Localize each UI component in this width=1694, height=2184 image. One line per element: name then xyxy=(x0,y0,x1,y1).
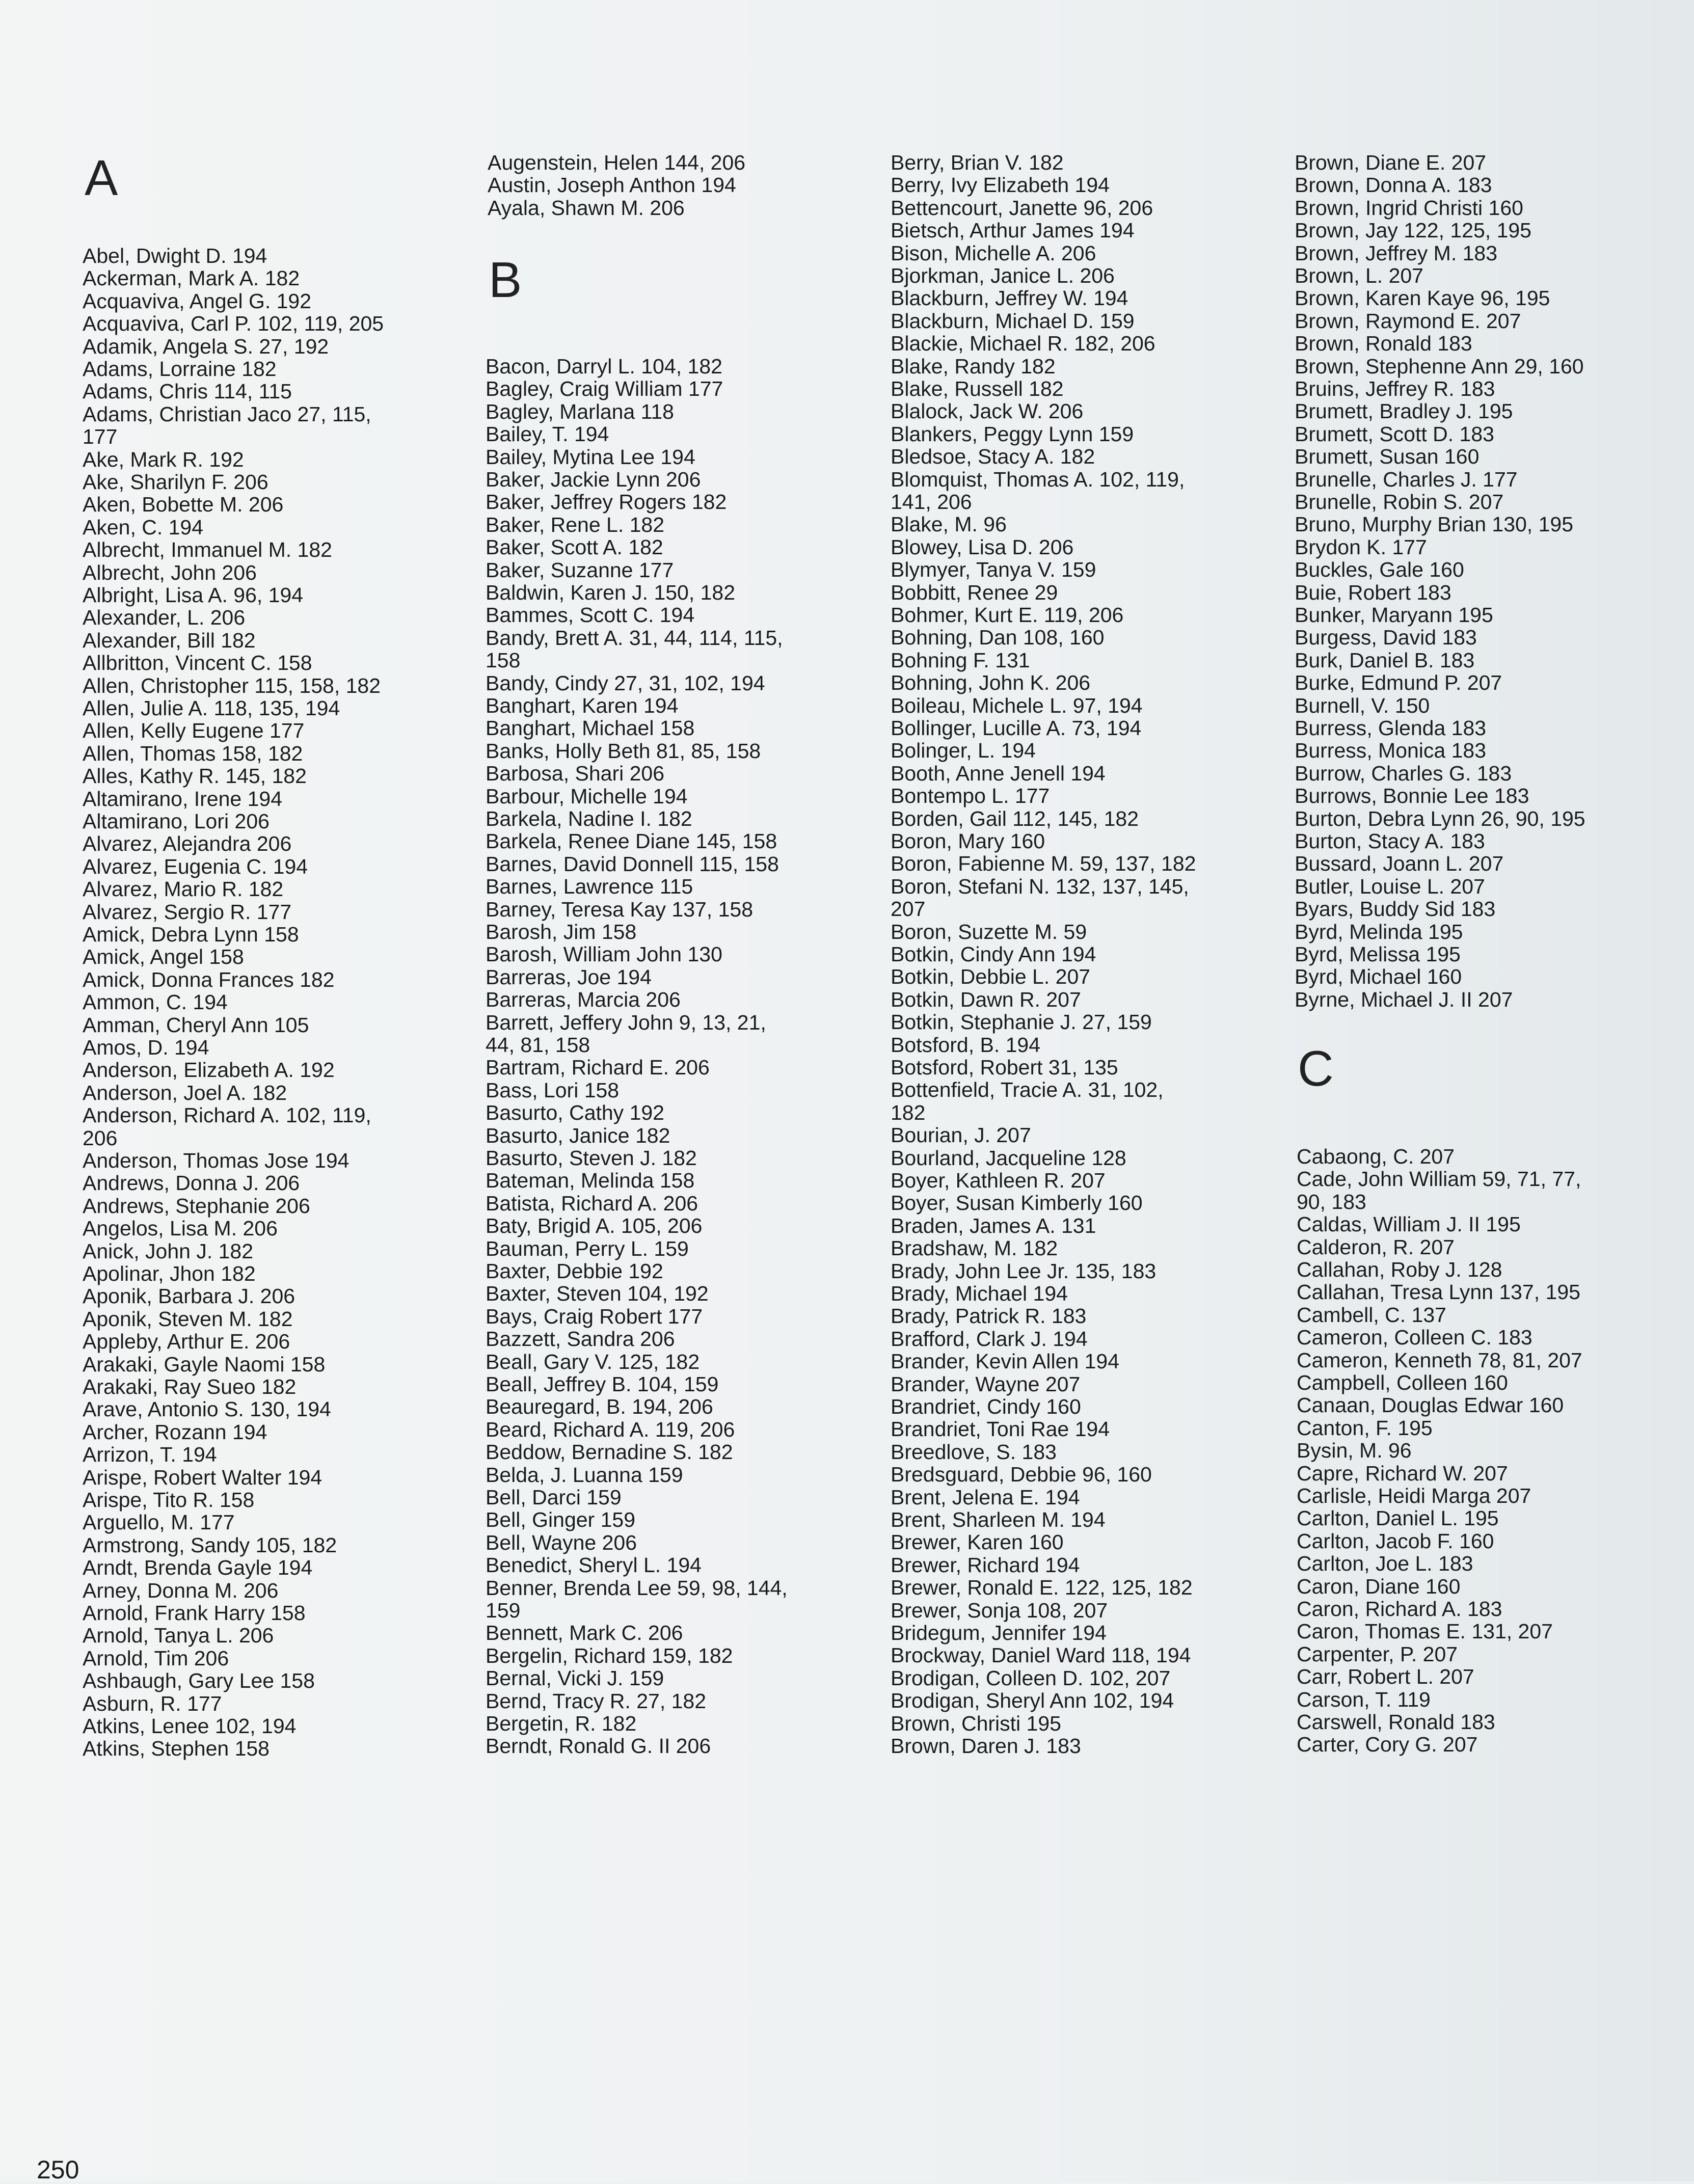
index-entry: Carpenter, P. 207 xyxy=(1297,1642,1458,1666)
index-entry: Blowey, Lisa D. 206 xyxy=(891,535,1074,559)
index-entry: Brown, Jeffrey M. 183 xyxy=(1295,241,1498,265)
index-entry: Bunker, Maryann 195 xyxy=(1295,603,1493,627)
index-entry: Atkins, Lenee 102, 194 xyxy=(83,1714,297,1738)
index-entry: Bartram, Richard E. 206 xyxy=(486,1056,710,1080)
index-entry: Brady, Michael 194 xyxy=(891,1282,1068,1305)
index-entry: Brown, Ingrid Christi 160 xyxy=(1295,196,1523,220)
index-entry: Bazzett, Sandra 206 xyxy=(486,1327,675,1351)
index-entry: Bridegum, Jennifer 194 xyxy=(891,1621,1107,1644)
index-entry: Bysin, M. 96 xyxy=(1297,1439,1412,1463)
index-entry: 207 xyxy=(891,897,926,921)
index-entry: Carswell, Ronald 183 xyxy=(1297,1710,1495,1734)
index-entry: Boyer, Kathleen R. 207 xyxy=(891,1169,1106,1192)
index-entry: Bergelin, Richard 159, 182 xyxy=(486,1643,733,1667)
index-entry: Cameron, Kenneth 78, 81, 207 xyxy=(1297,1348,1582,1372)
index-entry: Caron, Richard A. 183 xyxy=(1297,1597,1502,1621)
index-entry: Bateman, Melinda 158 xyxy=(486,1169,695,1193)
index-entry: Brown, Christi 195 xyxy=(891,1711,1061,1735)
index-entry: Bohmer, Kurt E. 119, 206 xyxy=(891,603,1124,627)
index-entry: Bjorkman, Janice L. 206 xyxy=(891,264,1115,287)
index-entry: 44, 81, 158 xyxy=(486,1033,590,1057)
index-entry: Allbritton, Vincent C. 158 xyxy=(83,651,312,675)
index-entry: Burk, Daniel B. 183 xyxy=(1295,648,1475,672)
index-entry: Brown, Jay 122, 125, 195 xyxy=(1295,219,1531,242)
index-entry: Beard, Richard A. 119, 206 xyxy=(486,1417,735,1441)
index-entry: Arnold, Tim 206 xyxy=(83,1646,229,1670)
index-entry: Barney, Teresa Kay 137, 158 xyxy=(486,897,753,921)
index-entry: Bettencourt, Janette 96, 206 xyxy=(891,196,1153,220)
index-entry: Brown, Stephenne Ann 29, 160 xyxy=(1295,354,1584,378)
index-entry: Alvarez, Mario R. 182 xyxy=(83,877,284,901)
index-entry: Brown, Ronald 183 xyxy=(1295,332,1472,356)
index-entry: Borden, Gail 112, 145, 182 xyxy=(891,806,1139,830)
index-entry: Bollinger, Lucille A. 73, 194 xyxy=(891,716,1142,740)
index-entry: Baldwin, Karen J. 150, 182 xyxy=(486,581,736,604)
index-entry: Brady, Patrick R. 183 xyxy=(891,1304,1087,1328)
index-entry: Appleby, Arthur E. 206 xyxy=(83,1330,290,1354)
index-entry: Brodigan, Colleen D. 102, 207 xyxy=(891,1666,1171,1690)
index-entry: Angelos, Lisa M. 206 xyxy=(83,1217,278,1241)
index-entry: Bell, Darci 159 xyxy=(486,1486,622,1509)
index-entry: Alles, Kathy R. 145, 182 xyxy=(83,764,307,788)
index-entry: Barkela, Nadine I. 182 xyxy=(486,807,692,830)
index-entry: Bison, Michelle A. 206 xyxy=(891,241,1096,265)
index-entry: Blackburn, Jeffrey W. 194 xyxy=(891,286,1128,310)
index-entry: Blackie, Michael R. 182, 206 xyxy=(891,332,1155,356)
index-entry: Capre, Richard W. 207 xyxy=(1297,1461,1508,1485)
index-entry: Austin, Joseph Anthon 194 xyxy=(488,173,736,197)
index-entry: Aken, C. 194 xyxy=(83,515,204,539)
index-entry: Banks, Holly Beth 81, 85, 158 xyxy=(486,739,761,763)
index-entry: Burress, Monica 183 xyxy=(1295,739,1487,763)
index-entry: Alvarez, Alejandra 206 xyxy=(83,832,292,856)
index-entry: Brander, Wayne 207 xyxy=(891,1372,1081,1396)
index-entry: Berry, Brian V. 182 xyxy=(891,151,1064,174)
index-entry: Boileau, Michele L. 97, 194 xyxy=(891,693,1143,717)
index-entry: Bacon, Darryl L. 104, 182 xyxy=(486,355,722,378)
index-entry: Brown, L. 207 xyxy=(1295,264,1423,287)
index-entry: Brander, Kevin Allen 194 xyxy=(891,1350,1120,1373)
index-entry: Caron, Diane 160 xyxy=(1297,1574,1461,1598)
index-entry: Botsford, Robert 31, 135 xyxy=(891,1056,1118,1079)
index-entry: Brumett, Bradley J. 195 xyxy=(1295,399,1513,423)
index-entry: Anderson, Thomas Jose 194 xyxy=(83,1149,349,1172)
index-entry: Brafford, Clark J. 194 xyxy=(891,1327,1088,1351)
index-entry: Bagley, Marlana 118 xyxy=(486,399,674,423)
index-entry: Atkins, Stephen 158 xyxy=(83,1737,270,1761)
index-entry: Aponik, Barbara J. 206 xyxy=(83,1284,295,1308)
index-entry: Brandriet, Toni Rae 194 xyxy=(891,1417,1110,1441)
index-entry: Barbour, Michelle 194 xyxy=(486,784,688,808)
index-entry: Bernal, Vicki J. 159 xyxy=(486,1666,664,1690)
index-entry: Bohning, John K. 206 xyxy=(891,671,1091,695)
index-entry: 159 xyxy=(486,1599,521,1622)
index-entry: Amos, D. 194 xyxy=(83,1036,209,1059)
index-entry: Byars, Buddy Sid 183 xyxy=(1295,897,1496,921)
index-entry: Botkin, Cindy Ann 194 xyxy=(891,942,1096,966)
index-entry: Brown, Daren J. 183 xyxy=(891,1734,1081,1758)
index-entry: Altamirano, Irene 194 xyxy=(83,787,283,811)
index-entry: Ake, Mark R. 192 xyxy=(83,447,244,471)
index-entry: Burgess, David 183 xyxy=(1295,626,1477,650)
index-entry: Ayala, Shawn M. 206 xyxy=(488,196,685,220)
index-entry: Alexander, L. 206 xyxy=(83,606,246,630)
index-entry: Bontempo L. 177 xyxy=(891,784,1050,808)
index-entry: Barosh, Jim 158 xyxy=(486,920,637,943)
index-entry: Barnes, Lawrence 115 xyxy=(486,875,693,899)
index-entry: Carlisle, Heidi Marga 207 xyxy=(1297,1484,1531,1507)
index-entry: Blankers, Peggy Lynn 159 xyxy=(891,422,1134,446)
index-entry: Byrd, Michael 160 xyxy=(1295,965,1462,989)
index-entry: Carter, Cory G. 207 xyxy=(1297,1733,1478,1757)
index-entry: Bell, Wayne 206 xyxy=(486,1530,637,1554)
index-entry: Banghart, Michael 158 xyxy=(486,716,695,740)
index-entry: Bussard, Joann L. 207 xyxy=(1295,852,1504,876)
index-entry: Ake, Sharilyn F. 206 xyxy=(83,470,268,494)
index-entry: Callahan, Tresa Lynn 137, 195 xyxy=(1297,1280,1580,1304)
index-entry: Callahan, Roby J. 128 xyxy=(1297,1258,1502,1281)
index-entry: Archer, Rozann 194 xyxy=(83,1420,267,1444)
index-entry: 206 xyxy=(83,1126,118,1150)
index-entry: Butler, Louise L. 207 xyxy=(1295,874,1485,898)
index-entry: Arndt, Brenda Gayle 194 xyxy=(83,1556,313,1580)
index-entry: Caron, Thomas E. 131, 207 xyxy=(1297,1620,1553,1643)
index-entry: Brunelle, Robin S. 207 xyxy=(1295,490,1504,514)
index-entry: Bammes, Scott C. 194 xyxy=(486,603,695,627)
index-entry: Alvarez, Eugenia C. 194 xyxy=(83,854,308,878)
index-entry: Cabaong, C. 207 xyxy=(1297,1145,1455,1168)
index-entry: Bradshaw, M. 182 xyxy=(891,1236,1058,1260)
index-entry: Arakaki, Ray Sueo 182 xyxy=(83,1375,297,1398)
index-entry: Boron, Fabienne M. 59, 137, 182 xyxy=(891,852,1196,876)
index-entry: Bailey, T. 194 xyxy=(486,422,609,446)
index-entry: Allen, Christopher 115, 158, 182 xyxy=(83,673,381,697)
index-entry: Baker, Scott A. 182 xyxy=(486,535,663,559)
index-entry: Arguello, M. 177 xyxy=(83,1511,235,1534)
index-entry: Carlton, Joe L. 183 xyxy=(1297,1552,1473,1576)
index-entry: Blake, Randy 182 xyxy=(891,354,1056,378)
index-entry: Brewer, Richard 194 xyxy=(891,1553,1080,1577)
index-entry: Burnell, V. 150 xyxy=(1295,693,1430,717)
index-entry: Allen, Thomas 158, 182 xyxy=(83,741,303,765)
index-entry: Brodigan, Sheryl Ann 102, 194 xyxy=(891,1689,1174,1713)
index-entry: Brewer, Ronald E. 122, 125, 182 xyxy=(891,1576,1193,1600)
index-entry: Bourland, Jacqueline 128 xyxy=(891,1146,1126,1170)
index-entry: Arispe, Robert Walter 194 xyxy=(83,1465,322,1489)
index-entry: Banghart, Karen 194 xyxy=(486,694,679,717)
index-entry: Acquaviva, Carl P. 102, 119, 205 xyxy=(83,312,384,336)
index-entry: Blake, Russell 182 xyxy=(891,377,1064,400)
index-entry: Brown, Karen Kaye 96, 195 xyxy=(1295,286,1550,310)
index-entry: Beall, Gary V. 125, 182 xyxy=(486,1350,700,1373)
index-entry: Ashbaugh, Gary Lee 158 xyxy=(83,1669,315,1693)
index-entry: Bobbitt, Renee 29 xyxy=(891,580,1058,604)
index-entry: Baxter, Steven 104, 192 xyxy=(486,1282,709,1306)
index-entry: Apolinar, Jhon 182 xyxy=(83,1262,256,1285)
index-entry: Bolinger, L. 194 xyxy=(891,739,1036,763)
index-entry: Blackburn, Michael D. 159 xyxy=(891,309,1135,333)
index-entry: Barbosa, Shari 206 xyxy=(486,762,665,786)
index-entry: Bruins, Jeffrey R. 183 xyxy=(1295,377,1495,400)
index-entry: Burrows, Bonnie Lee 183 xyxy=(1295,784,1529,808)
index-entry: Albrecht, John 206 xyxy=(83,560,257,584)
index-entry: Amman, Cheryl Ann 105 xyxy=(83,1013,309,1037)
index-entry: Botkin, Stephanie J. 27, 159 xyxy=(891,1010,1152,1034)
index-entry: Barreras, Joe 194 xyxy=(486,965,652,989)
index-entry: Brandriet, Cindy 160 xyxy=(891,1395,1081,1418)
index-entry: Baty, Brigid A. 105, 206 xyxy=(486,1214,703,1238)
index-entry: Andrews, Donna J. 206 xyxy=(83,1171,300,1195)
index-entry: Booth, Anne Jenell 194 xyxy=(891,761,1106,785)
index-entry: Albright, Lisa A. 96, 194 xyxy=(83,583,304,607)
index-entry: Burton, Debra Lynn 26, 90, 195 xyxy=(1295,806,1585,830)
page-number: 250 xyxy=(37,2155,79,2184)
index-entry: Arispe, Tito R. 158 xyxy=(83,1488,255,1512)
index-entry: Bohning, Dan 108, 160 xyxy=(891,626,1105,650)
index-entry: Bays, Craig Robert 177 xyxy=(486,1304,703,1328)
index-entry: Altamirano, Lori 206 xyxy=(83,810,270,833)
index-entry: Brady, John Lee Jr. 135, 183 xyxy=(891,1259,1157,1283)
index-entry: Aken, Bobette M. 206 xyxy=(83,493,284,517)
index-entry: Bourian, J. 207 xyxy=(891,1123,1031,1147)
index-entry: Anderson, Richard A. 102, 119, xyxy=(83,1103,371,1127)
index-entry: Albrecht, Immanuel M. 182 xyxy=(83,538,332,562)
index-entry: Caldas, William J. II 195 xyxy=(1297,1212,1521,1236)
index-entry: Alexander, Bill 182 xyxy=(83,628,256,652)
index-entry: Arrizon, T. 194 xyxy=(83,1443,217,1467)
index-entry: Campbell, Colleen 160 xyxy=(1297,1371,1508,1394)
index-entry: Barrett, Jeffery John 9, 13, 21, xyxy=(486,1010,766,1034)
index-entry: Armstrong, Sandy 105, 182 xyxy=(83,1533,337,1557)
index-entry: Abel, Dwight D. 194 xyxy=(83,244,267,267)
index-entry: Batista, Richard A. 206 xyxy=(486,1191,698,1215)
index-entry: Beddow, Bernadine S. 182 xyxy=(486,1440,733,1464)
index-entry: Barosh, William John 130 xyxy=(486,942,722,966)
index-entry: Botsford, B. 194 xyxy=(891,1033,1041,1057)
index-entry: Brent, Jelena E. 194 xyxy=(891,1485,1080,1509)
index-entry: Bredsguard, Debbie 96, 160 xyxy=(891,1463,1152,1487)
index-entry: Baker, Jackie Lynn 206 xyxy=(486,468,701,491)
index-entry: Baker, Suzanne 177 xyxy=(486,558,674,582)
index-entry: Barreras, Marcia 206 xyxy=(486,988,681,1012)
index-entry: Brydon K. 177 xyxy=(1295,535,1427,559)
index-entry: Beauregard, B. 194, 206 xyxy=(486,1395,713,1419)
index-entry: Cambell, C. 137 xyxy=(1297,1303,1446,1327)
index-entry: Bailey, Mytina Lee 194 xyxy=(486,445,695,469)
index-entry: Asburn, R. 177 xyxy=(83,1691,222,1715)
index-entry: 141, 206 xyxy=(891,490,972,514)
index-entry: Brown, Donna A. 183 xyxy=(1295,173,1492,197)
index-entry: Anick, John J. 182 xyxy=(83,1239,254,1263)
index-entry: Adams, Chris 114, 115 xyxy=(83,380,292,403)
index-entry: Burton, Stacy A. 183 xyxy=(1295,829,1485,853)
index-entry: Bruno, Murphy Brian 130, 195 xyxy=(1295,513,1573,536)
section-letter-heading: B xyxy=(489,252,522,308)
index-entry: Brunelle, Charles J. 177 xyxy=(1295,467,1518,491)
index-entry: Anderson, Joel A. 182 xyxy=(83,1081,287,1104)
index-entry: Baxter, Debbie 192 xyxy=(486,1259,663,1283)
index-entry: Carlton, Daniel L. 195 xyxy=(1297,1506,1499,1530)
index-entry: Amick, Donna Frances 182 xyxy=(83,967,335,991)
index-entry: Bagley, Craig William 177 xyxy=(486,377,723,401)
index-entry: Calderon, R. 207 xyxy=(1297,1235,1455,1259)
index-entry: Burress, Glenda 183 xyxy=(1295,716,1487,740)
index-entry: Bietsch, Arthur James 194 xyxy=(891,219,1135,242)
index-entry: Bandy, Cindy 27, 31, 102, 194 xyxy=(486,671,765,695)
index-entry: Buckles, Gale 160 xyxy=(1295,558,1464,582)
index-entry: Acquaviva, Angel G. 192 xyxy=(83,289,312,313)
index-entry: Arney, Donna M. 206 xyxy=(83,1578,279,1602)
index-entry: Anderson, Elizabeth A. 192 xyxy=(83,1058,335,1082)
index-entry: Brockway, Daniel Ward 118, 194 xyxy=(891,1643,1191,1667)
index-entry: Brown, Diane E. 207 xyxy=(1295,151,1487,174)
index-entry: Allen, Kelly Eugene 177 xyxy=(83,719,305,743)
index-entry: Augenstein, Helen 144, 206 xyxy=(488,151,746,174)
index-entry: Brewer, Karen 160 xyxy=(891,1530,1064,1554)
index-entry: Brent, Sharleen M. 194 xyxy=(891,1508,1106,1531)
index-entry: Canaan, Douglas Edwar 160 xyxy=(1297,1393,1564,1417)
index-entry: Berry, Ivy Elizabeth 194 xyxy=(891,173,1110,197)
index-entry: Barnes, David Donnell 115, 158 xyxy=(486,852,779,876)
index-entry: Breedlove, S. 183 xyxy=(891,1440,1057,1464)
index-entry: Bauman, Perry L. 159 xyxy=(486,1236,689,1260)
index-entry: Cameron, Colleen C. 183 xyxy=(1297,1326,1532,1350)
index-entry: 182 xyxy=(891,1100,926,1124)
index-entry: Bernd, Tracy R. 27, 182 xyxy=(486,1689,707,1713)
index-entry: Blake, M. 96 xyxy=(891,513,1007,536)
index-entry: Baker, Jeffrey Rogers 182 xyxy=(486,490,727,514)
index-entry: Byrd, Melinda 195 xyxy=(1295,920,1463,943)
index-entry: Andrews, Stephanie 206 xyxy=(83,1194,310,1218)
index-entry: Byrd, Melissa 195 xyxy=(1295,942,1461,966)
index-entry: Blalock, Jack W. 206 xyxy=(891,399,1084,423)
index-entry: Alvarez, Sergio R. 177 xyxy=(83,900,292,924)
index-entry: Burrow, Charles G. 183 xyxy=(1295,761,1512,785)
index-entry: Carr, Robert L. 207 xyxy=(1297,1665,1474,1689)
section-letter-heading: C xyxy=(1298,1040,1334,1096)
index-entry: Benedict, Sheryl L. 194 xyxy=(486,1553,702,1577)
index-entry: Adams, Christian Jaco 27, 115, xyxy=(83,402,371,426)
index-entry: Basurto, Steven J. 182 xyxy=(486,1146,697,1170)
index-entry: Arnold, Tanya L. 206 xyxy=(83,1624,274,1648)
section-letter-heading: A xyxy=(85,150,118,206)
index-entry: Beall, Jeffrey B. 104, 159 xyxy=(486,1372,719,1396)
index-entry: Ammon, C. 194 xyxy=(83,990,228,1014)
index-entry: Boron, Mary 160 xyxy=(891,829,1045,853)
index-entry: 90, 183 xyxy=(1297,1190,1366,1214)
index-entry: Brumett, Scott D. 183 xyxy=(1295,422,1494,446)
index-entry: 158 xyxy=(486,649,521,672)
index-entry: Arnold, Frank Harry 158 xyxy=(83,1601,306,1625)
index-entry: Bottenfield, Tracie A. 31, 102, xyxy=(891,1078,1164,1102)
index-entry: Berndt, Ronald G. II 206 xyxy=(486,1734,711,1758)
index-entry: Benner, Brenda Lee 59, 98, 144, xyxy=(486,1576,788,1600)
index-entry: Adams, Lorraine 182 xyxy=(83,357,277,381)
index-entry: Brown, Raymond E. 207 xyxy=(1295,309,1521,333)
index-entry: Buie, Robert 183 xyxy=(1295,580,1451,604)
index-entry: Blymyer, Tanya V. 159 xyxy=(891,558,1096,582)
index-entry: Arakaki, Gayle Naomi 158 xyxy=(83,1352,326,1376)
index-entry: Carlton, Jacob F. 160 xyxy=(1297,1529,1494,1553)
index-entry: Botkin, Debbie L. 207 xyxy=(891,965,1091,989)
index-entry: Bass, Lori 158 xyxy=(486,1078,620,1102)
index-entry: Bohning F. 131 xyxy=(891,648,1030,672)
index-entry: Burke, Edmund P. 207 xyxy=(1295,671,1502,695)
index-entry: Baker, Rene L. 182 xyxy=(486,513,665,536)
index-entry: Bennett, Mark C. 206 xyxy=(486,1621,683,1645)
index-entry: Boron, Stefani N. 132, 137, 145, xyxy=(891,874,1189,898)
index-entry: Belda, J. Luanna 159 xyxy=(486,1463,683,1487)
index-entry: Barkela, Renee Diane 145, 158 xyxy=(486,829,777,853)
index-entry: Braden, James A. 131 xyxy=(891,1214,1096,1237)
index-entry: Bergetin, R. 182 xyxy=(486,1712,637,1735)
index-entry: Adamik, Angela S. 27, 192 xyxy=(83,334,329,358)
index-entry: Ackerman, Mark A. 182 xyxy=(83,266,300,290)
index-entry: Aponik, Steven M. 182 xyxy=(83,1307,293,1331)
index-entry: Basurto, Cathy 192 xyxy=(486,1101,664,1125)
index-entry: Carson, T. 119 xyxy=(1297,1687,1431,1711)
index-entry: Amick, Angel 158 xyxy=(83,945,244,969)
index-entry: Basurto, Janice 182 xyxy=(486,1123,670,1147)
index-entry: Bledsoe, Stacy A. 182 xyxy=(891,445,1095,469)
index-entry: Botkin, Dawn R. 207 xyxy=(891,987,1081,1011)
index-entry: Bell, Ginger 159 xyxy=(486,1508,636,1532)
index-entry: 177 xyxy=(83,425,118,449)
index-entry: Brewer, Sonja 108, 207 xyxy=(891,1598,1108,1622)
index-entry: Boyer, Susan Kimberly 160 xyxy=(891,1191,1143,1215)
index-entry: Cade, John William 59, 71, 77, xyxy=(1297,1167,1581,1191)
index-entry: Amick, Debra Lynn 158 xyxy=(83,923,299,946)
index-entry: Bandy, Brett A. 31, 44, 114, 115, xyxy=(486,626,783,650)
index-entry: Arave, Antonio S. 130, 194 xyxy=(83,1397,331,1421)
index-entry: Brumett, Susan 160 xyxy=(1295,445,1480,469)
index-entry: Byrne, Michael J. II 207 xyxy=(1295,987,1513,1011)
index-entry: Blomquist, Thomas A. 102, 119, xyxy=(891,467,1185,491)
index-entry: Canton, F. 195 xyxy=(1297,1416,1433,1440)
index-entry: Allen, Julie A. 118, 135, 194 xyxy=(83,696,340,720)
index-entry: Boron, Suzette M. 59 xyxy=(891,920,1087,943)
